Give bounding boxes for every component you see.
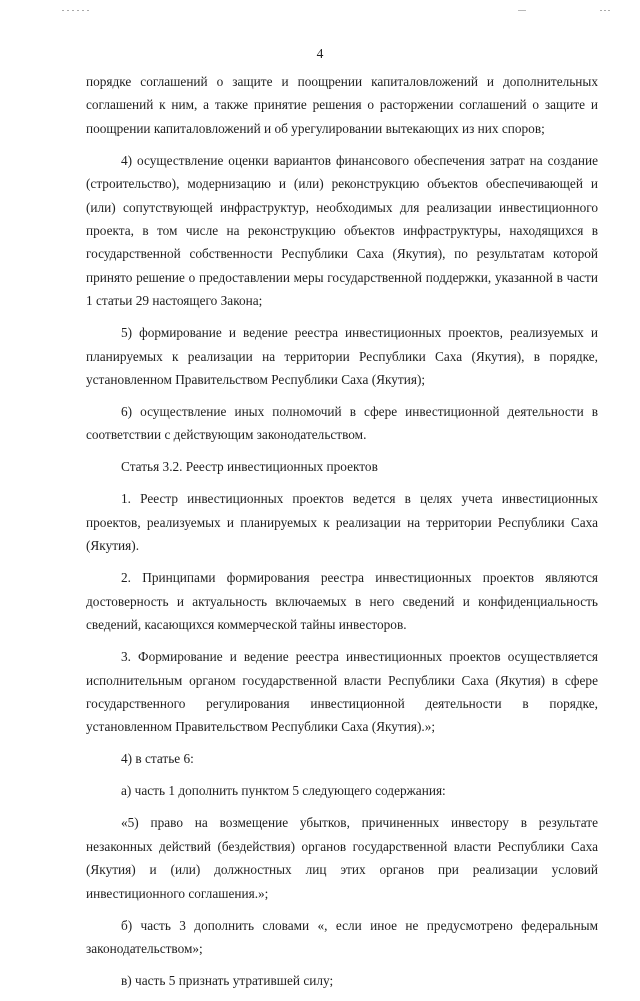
paragraph-amendment-4: 4) в статье 6: bbox=[121, 751, 194, 767]
paragraph-subitem-a: а) часть 1 дополнить пунктом 5 следующего содержания: bbox=[121, 783, 446, 799]
paragraph-item-6: 6) осуществление иных полномочий в сфере инвестиционной деятельности в соответствии с действующим законодательством. bbox=[86, 404, 598, 443]
paragraph-clause-1: 1. Реестр инвестиционных проектов ведется в целях учета инвестиционных проектов, реализуемых и планируемых к реализации на территории Республики Саха (Якутия). bbox=[86, 491, 598, 554]
paragraph-continuation: порядке соглашений о защите и поощрении капиталовложений и дополнительных соглашений к ним, а также принятие решения о расторжении соглашений о защите и поощрении капиталовложений и об урегулировании вытекающих из них споров; bbox=[86, 74, 598, 136]
paragraph-quoted-item-5: «5) право на возмещение убытков, причиненных инвестору в результате незаконных действий (бездействия) органов государственной власти Республики Саха (Якутия) и (или) должностных лиц этих органов при реализации условий инвестиционного соглашения.»; bbox=[86, 815, 598, 901]
scan-artifact-right bbox=[600, 10, 610, 11]
paragraph-item-5: 5) формирование и ведение реестра инвестиционных проектов, реализуемых и планируемых к реализации на территории Республики Саха (Якутия), в порядке, установленном Правительством Республики Саха (Якутия); bbox=[86, 325, 598, 388]
paragraph-subitem-b: б) часть 3 дополнить словами «, если иное не предусмотрено федеральным законодательством»; bbox=[86, 917, 598, 956]
document-body bbox=[86, 70, 598, 1001]
scan-artifact-mid bbox=[518, 10, 526, 11]
paragraph-item-4: 4) осуществление оценки вариантов финансового обеспечения затрат на создание (строительство), модернизацию и (или) реконструкцию объектов обеспечивающей и (или) сопутствующей инфраструктур, необходимых для реализации инвестиционного проекта, в том числе на реконструкцию объектов инфраструктуры, находящихся в государственной собственности Республики Саха (Якутия), по результатам которой принято решение о предоставлении меры государственной поддержки, указанной в части 1 статьи 29 настоящего Закона; bbox=[86, 152, 598, 309]
paragraph-clause-3: 3. Формирование и ведение реестра инвестиционных проектов осуществляется исполнительным органом государственной власти Республики Саха (Якутия) в сфере государственного регулирования инвестиционной деятельности в порядке, установленном Правительством Республики Саха (Якутия).»; bbox=[86, 649, 598, 735]
paragraph-clause-2: 2. Принципами формирования реестра инвестиционных проектов являются достоверность и актуальность включаемых в него сведений и конфиденциальность сведений, касающихся коммерческой тайны инвесторов. bbox=[86, 570, 598, 633]
article-heading: Статья 3.2. Реестр инвестиционных проектов bbox=[121, 459, 378, 475]
paragraph-subitem-v: в) часть 5 признать утратившей силу; bbox=[121, 972, 334, 988]
scan-artifact-left bbox=[62, 10, 90, 11]
page-number: 4 bbox=[316, 46, 324, 61]
